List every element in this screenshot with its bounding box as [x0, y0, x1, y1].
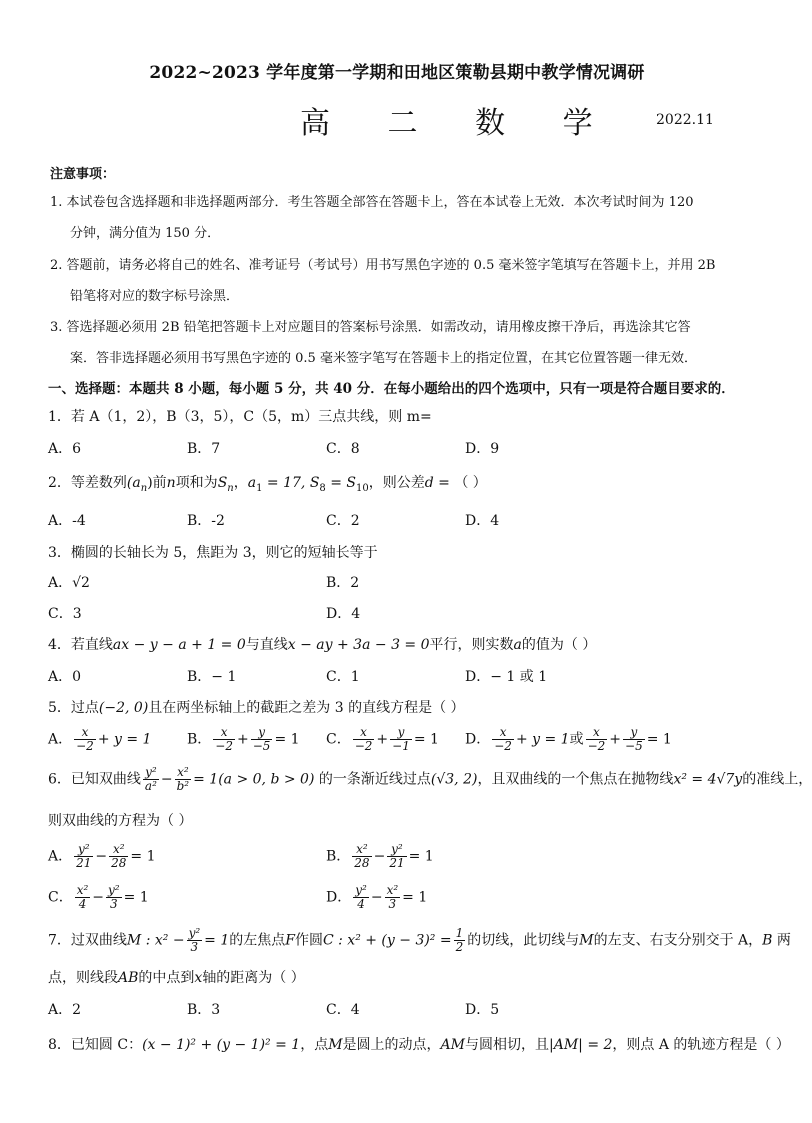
- notice-line: 分钟，满分值为 150 分．: [70, 226, 221, 241]
- q2-option-d: D．4: [465, 513, 500, 529]
- q4-option-c: C．1: [326, 669, 360, 685]
- question-7-stem: 7．过双曲线M : x² − $\frac{\text{y²}}{3}$ = 1的左焦点F作圆C : x² + (y − 3)² = $\frac{1}{2}$ 的切线，此切线与M的左支、右支分别交于 A，B 两: [48, 926, 791, 954]
- q6-option-d: D． $\frac{\text{y²}}{4}$ − $\frac{\text{x²}}{3}$ = 1: [326, 883, 428, 911]
- question-3-stem: 3．椭圆的长轴长为 5，焦距为 3，则它的短轴长等于: [48, 545, 378, 561]
- q3-option-a: A．√2: [48, 575, 90, 591]
- q7-option-c: C．4: [326, 1002, 360, 1018]
- q3-option-c: C．3: [48, 606, 82, 622]
- q4-option-d: D．− 1 或 1: [465, 669, 548, 685]
- notice-line: 铅笔将对应的数字标号涂黑．: [70, 289, 240, 304]
- q5-option-a: A． $\frac{x}{-2}$ + y = 1: [48, 725, 152, 753]
- q1-option-b: B．7: [187, 441, 221, 457]
- q6-option-a: A． $\frac{\text{y²}}{21}$ − $\frac{\text{x²}}{28}$ = 1: [48, 842, 156, 870]
- q7-option-b: B．3: [187, 1002, 221, 1018]
- q5-option-c: C． $\frac{x}{-2}$ + $\frac{y}{-1}$ = 1: [326, 725, 439, 753]
- question-2-stem: 2．等差数列$(a_n)$前n项和为$S_n$，$a_1 = 17$, $S_8 = S_{10}$，则公差d = （ ）: [48, 475, 487, 494]
- q3-option-b: B．2: [326, 575, 360, 591]
- q7-option-d: D．5: [465, 1002, 500, 1018]
- question-5-stem: 5．过点(−2, 0)且在两坐标轴上的截距之差为 3 的直线方程是（ ）: [48, 700, 465, 716]
- notice-line: 案．答非选择题必须用书写黑色字迹的 0.5 毫米签字笔写在答题卡上的指定位置，在其它位置答题一律无效．: [70, 351, 697, 366]
- question-4-stem: 4．若直线ax − y − a + 1 = 0与直线x − ay + 3a − 3 = 0平行，则实数a的值为（ ）: [48, 637, 597, 653]
- q5-option-d: D． $\frac{x}{-2}$ + y = 1或 $\frac{x}{-2}$ + $\frac{y}{-5}$ = 1: [465, 725, 672, 753]
- section-heading: 一、选择题：本题共 8 小题，每小题 5 分，共 40 分．在每小题给出的四个选项中，只有一项是符合题目要求的．: [48, 381, 735, 397]
- q7-option-a: A．2: [48, 1002, 82, 1018]
- question-8-stem: 8．已知圆 C：(x − 1)² + (y − 1)² = 1，点M是圆上的动点，AM与圆相切，且|AM| = 2，则点 A 的轨迹方程是（ ）: [48, 1037, 790, 1053]
- exam-title: 2022~2023 学年度第一学期和田地区策勒县期中教学情况调研: [149, 63, 645, 83]
- q6-option-b: B． $\frac{\text{x²}}{28}$ − $\frac{\text{y²}}{21}$ = 1: [326, 842, 434, 870]
- notice-line: 2. 答题前，请务必将自己的姓名、准考证号（考试号）用书写黑色字迹的 0.5 毫米签字笔填写在答题卡上，并用 2B: [50, 258, 716, 273]
- question-7-line2: 点，则线段AB的中点到x轴的距离为（ ）: [48, 970, 305, 986]
- q1-option-c: C．8: [326, 441, 360, 457]
- question-6-line2: 则双曲线的方程为（ ）: [48, 813, 193, 829]
- question-6-stem: 6．已知双曲线 $\frac{\text{y²}}{\text{a²}}$ − $\frac{\text{x²}}{\text{b²}}$ = 1(a > 0, b > 0) 的一条渐近线过点(√3, 2)，且双曲线的一个焦点在抛物线x² = 4√7y的准线上，: [48, 765, 812, 793]
- q1-option-a: A．6: [48, 441, 82, 457]
- q5-option-b: B． $\frac{x}{-2}$ + $\frac{y}{-5}$ = 1: [187, 725, 300, 753]
- q4-option-b: B．− 1: [187, 669, 237, 685]
- q2-option-b: B．-2: [187, 513, 225, 529]
- q4-option-a: A．0: [48, 669, 82, 685]
- q3-option-d: D．4: [326, 606, 361, 622]
- subject-title: 高 二 数 学: [300, 106, 617, 141]
- notice-line: 1. 本试卷包含选择题和非选择题两部分．考生答题全部答在答题卡上，答在本试卷上无效．本次考试时间为 120: [50, 195, 694, 210]
- q1-option-d: D．9: [465, 441, 500, 457]
- q2-option-c: C．2: [326, 513, 360, 529]
- exam-date: 2022.11: [656, 112, 714, 128]
- question-1-stem: 1．若 A（1，2），B（3，5），C（5，m）三点共线，则 m=: [48, 409, 432, 425]
- notice-heading: 注意事项：: [50, 167, 116, 182]
- q6-option-c: C． $\frac{\text{x²}}{4}$ − $\frac{\text{y²}}{3}$ = 1: [48, 883, 149, 911]
- notice-line: 3. 答选择题必须用 2B 铅笔把答题卡上对应题目的答案标号涂黑．如需改动，请用橡皮擦干净后，再选涂其它答: [50, 320, 691, 335]
- q2-option-a: A．-4: [48, 513, 86, 529]
